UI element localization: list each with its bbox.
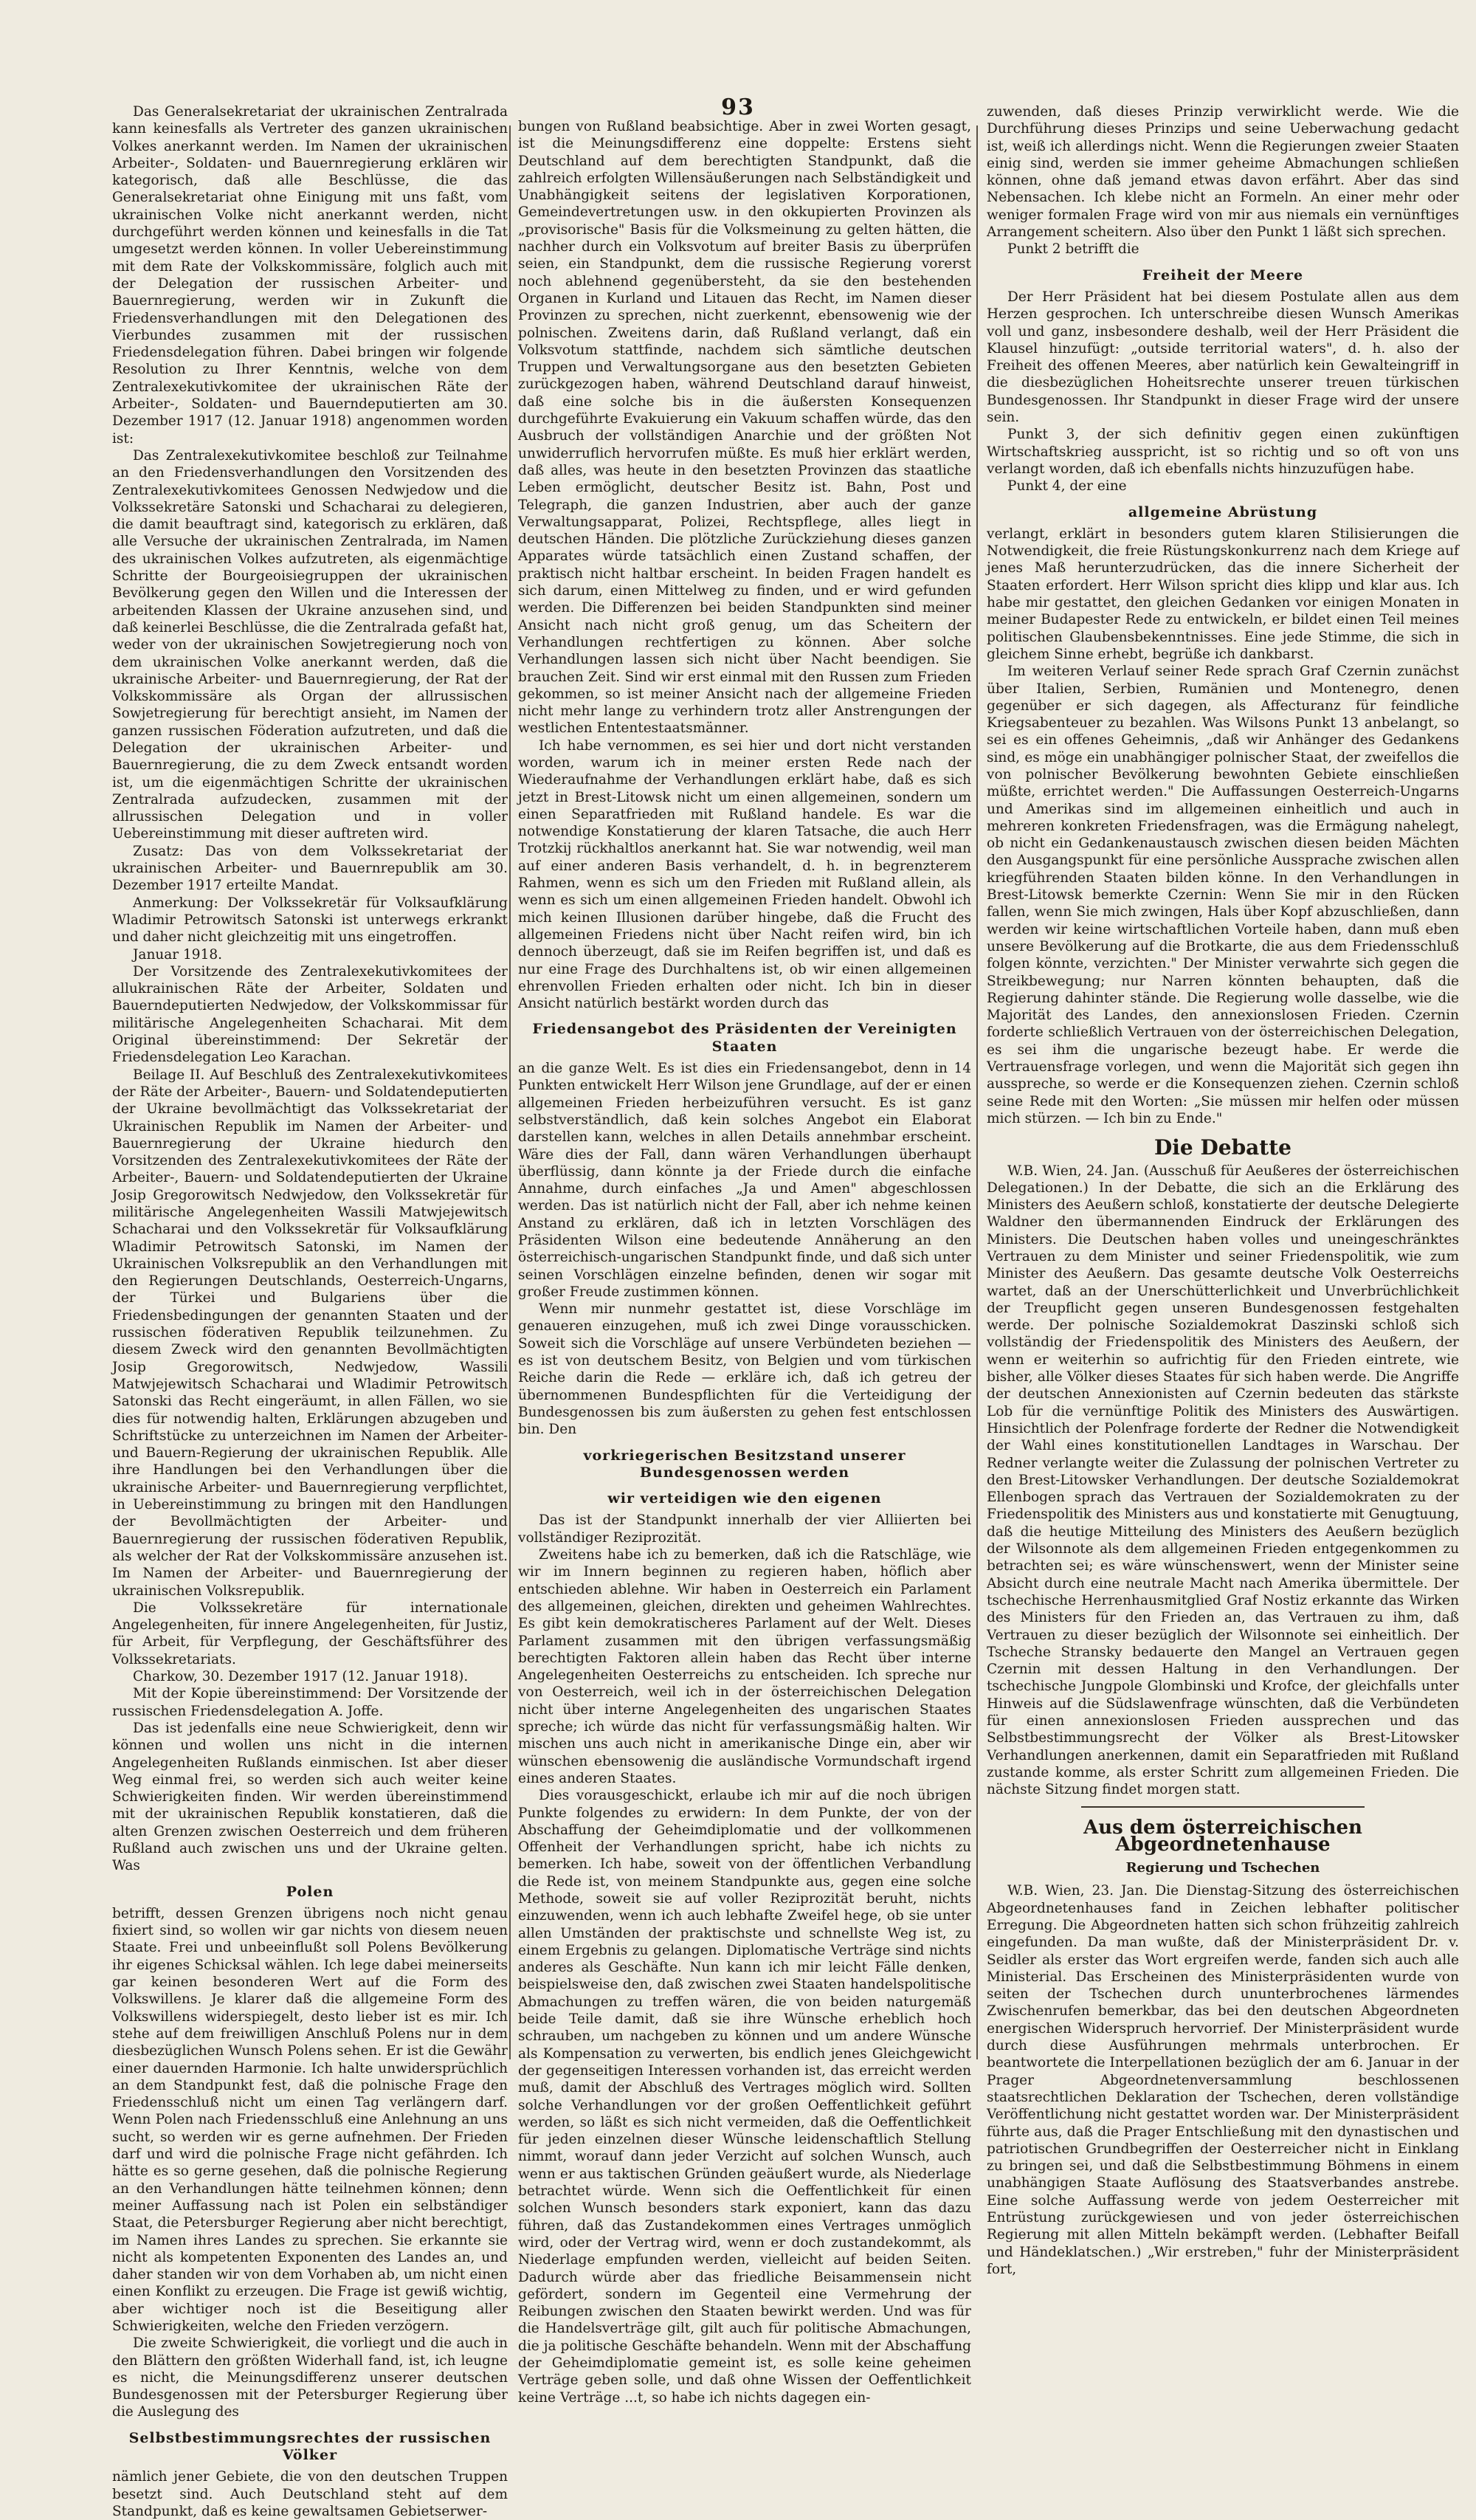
column-left [112,103,508,2520]
paragraph: Im weiteren Verlauf seiner Rede sprach Graf Czernin zunächst über Italien, Serbien, Rumänien und Montenegro, denen gegenüber er sich dagegen, als Affecturanz für feindliche Kriegsabenteuer zu bezahlen. Was Wilsons Punkt 13 anbelangt, so sei es ein offenes Geheimnis, „daß wir Anhänger des Gedankens sind, es möge ein unabhängiger polnischer Staat, der zweifellos die von polnischer Bevölkerung bewohnten Gebiete einschließen müßte, errichtet werden." Die Auffassungen Oesterreich-Ungarns und Amerikas sind im allgemeinen einheitlich und auch in mehreren konkreten Friedensfragen, was die Ermägung nahelegt, ob nicht ein Gedankenaustausch zwischen diesen beiden Mächten den Ausgangspunkt für eine persönliche Aussprache zwischen allen kriegführenden Staaten bilden könne. In den Verhandlungen in Brest-Litowsk bemerkte Czernin: Wenn Sie mir in den Rücken fallen, wenn Sie mich zwingen, Hals über Kopf abzuschließen, dann werden wir keine wirtschaftlichen Vorteile haben, dann muß eben unsere Bevölkerung auf die Brotkarte, die aus dem Friedensschluß folgen könnte, verzichten." Der Minister verwahrte sich gegen die Streikbewegung; nur Narren könnten behaupten, daß die Regierung dahinter stände. Die Regierung wolle dasselbe, wie die Majorität des Landes, den annexionslosen Frieden. Czernin forderte schließlich Vertrauen von der österreichischen Delegation, es sei ihm die ungarische bezeugt habe. Er werde die Vertrauensfrage vorlegen, und wenn die Majorität sich gegen ihn ausspreche, so werde er die Konsequenzen ziehen. Czernin schloß seine Rede mit den Worten: „Sie müssen mir helfen oder müssen mich stürzen. — Ich bin zu Ende." [987,664,1459,1126]
paragraph: verlangt, erklärt in besonders gutem klaren Stilisierungen die Notwendigkeit, die freie Rüstungskonkurrenz nach dem Kriege auf jenes Maß herunterzudrücken, das die innere Sicherheit der Staaten erfordert. Herr Wilson spricht dies klipp und klar aus. Ich habe mir gestattet, den gleichen Gedanken vor einigen Monaten in meiner Budapester Rede zu entwickeln, er bildet einen Teil meines politischen Glaubensbekenntnisses. Eine jede Stimme, die sich in gleichem Sinne erhebt, begrüße ich dankbarst. [987,526,1459,662]
paragraph: Beilage II. Auf Beschluß des Zentralexekutivkomitees der Räte der Arbeiter-, Bauern- und Soldatendeputierten der Ukraine bevollmächtigt das Volkssekretariat der Ukrainischen Republik im Namen der Arbeiter- und Bauernregierung der Ukraine hiedurch den Vorsitzenden des Zentralexekutivkomitees der Räte der Arbeiter-, Bauern- und Soldatendeputierten der Ukraine Josip Gregorowitsch Nedwjedow, den Volkssekretär für militärische Angelegenheiten Wassili Matwjejewitsch Schacharai und den Volkssekretär für Volksaufklärung Wladimir Petrowitsch Satonski, im Namen der Ukrainischen Volksrepublik an den Verhandlungen mit den Regierungen Deutschlands, Oesterreich-Ungarns, der Türkei und Bulgariens über die Friedensbedingungen der genannten Staaten und der russischen föderativen Republik teilzunehmen. Zu diesem Zweck wird den genannten Bevollmächtigten Josip Gregorowitsch, Nedwjedow, Wassili Matwjejewitsch Schacharai und Wladimir Petrowitsch Satonski das Recht eingeräumt, in allen Fällen, wo sie dies für notwendig halten, Erklärungen abzugeben und Schriftstücke zu unterzeichnen im Namen der Arbeiter- und Bauern-Regierung der ukrainischen Republik. Alle ihre Handlungen bei den Verhandlungen über die ukrainische Arbeiter- und Bauernregierung verpflichtet, in Uebereinstimmung zu bringen mit den Handlungen der Bevollmächtigten der Arbeiter- und Bauernregierung der russischen föderativen Republik, als welcher der Rat der Volkskommissäre anzusehen ist. Im Namen der Arbeiter- und Bauernregierung der ukrainischen Volksrepublik. [112,1067,508,1599]
column-right [987,103,1459,2278]
paragraph: an die ganze Welt. Es ist dies ein Friedensangebot, denn in 14 Punkten entwickelt Herr Wilson jene Grundlage, auf der er einen allgemeinen Frieden herbeizuführen versucht. Es ist ganz selbstverständlich, daß kein solches Angebot ein Elaborat darstellen kann, welches in allen Details annehmbar erscheint. Wäre dies der Fall, dann wären Verhandlungen überhaupt überflüssig, dann könnte ja der Friede durch die einfache Annahme, durch einfaches „Ja und Amen" abgeschlossen werden. Das ist natürlich nicht der Fall, aber ich nehme keinen Anstand zu erklären, daß ich in letzten Vorschlägen des Präsidenten Wilson eine bedeutende Annäherung an den österreichisch-ungarischen Standpunkt finde, und daß sich unter seinen Vorschlägen einzelne befinden, denen wir sogar mit großer Freude zustimmen können. [518,1061,971,1300]
section-heading-meere: Freiheit der Meere [1142,266,1304,283]
paragraph: Charkow, 30. Dezember 1917 (12. Januar 1918). [133,1669,469,1685]
paragraph: Dies vorausgeschickt, erlaube ich mir auf die noch übrigen Punkte folgendes zu erwidern: In dem Punkte, der von der Abschaffung der Geheimdiplomatie und der vollkommenen Offenheit der Verhandlungen spricht, habe ich nichts zu bemerken. Ich habe, soweit von der öffentlichen Verbandlung die Rede ist, von meinem Standpunkte aus, gegen eine solche Methode, soweit sie auf voller Reziprozität beruht, nichts einzuwenden, wenn ich auch lebhafte Zweifel hege, ob sie unter allen Umständen der praktischste und schnellste Weg ist, zu einem Ergebnis zu gelangen. Diplomatische Verträge sind nichts anderes als Geschäfte. Nun kann ich mir leicht Fälle denken, beispielsweise den, daß zwischen zwei Staaten handelspolitische Abmachungen zu treffen wären, die von beiden naturgemäß beide Teile damit, daß sie ihre Wünsche erheblich hoch schrauben, um nachgeben zu können und um andere Wünsche als Kompensation zu verwerten, bis endlich jenes Gleichgewicht der gegenseitigen Interessen vorhanden ist, das erreicht werden muß, damit der Abschluß des Vertrages möglich wird. Sollten solche Verhandlungen vor der großen Oeffentlichkeit geführt werden, so läßt es sich nicht vermeiden, daß die Oeffentlichkeit für jeden einzelnen dieser Wünsche leidenschaftlich Stellung nimmt, worauf dann jeder Verzicht auf solchen Wunsch, auch wenn er aus taktischen Gründen geäußert wurde, als Niederlage betrachtet würde. Wenn sich die Oeffentlichkeit für einen solchen Wunsch besonders stark exponiert, kann das dazu führen, daß das Zustandekommen eines Vertrages unmöglich wird, oder der Vertrag wird, wenn er doch zustandekommt, als Niederlage empfunden werden, vielleicht auf beiden Seiten. Dadurch würde aber das friedliche Beisammensein nicht gefördert, sondern im Gegenteil eine Vermehrung der Reibungen zwischen den Staaten bewirkt werden. Und was für die Handelsverträge gilt, gilt auch für politische Abmachungen, die ja politische Geschäfte behandeln. Wenn mit der Abschaffung der Geheimdiplomatie gemeint ist, es solle keine geheimen Verträge geben solle, und daß ohne Wissen der Oeffentlichkeit keine Verträge ...t, so habe ich nichts dagegen ein- [518,1788,971,2406]
paragraph: betrifft, dessen Grenzen übrigens noch nicht genau fixiert sind, so wollen wir gar nichts von diesem neuen Staate. Frei und unbeeinflußt soll Polens Bevölkerung ihr eigenes Schicksal wählen. Ich lege dabei meinerseits gar keinen besonderen Wert auf die Form des Volkswillens. Je klarer daß die allgemeine Form des Volkswillens widerspiegelt, desto lieber ist es mir. Ich stehe auf dem freiwilligen Anschluß Polens nur in dem diesbezüglichen Wunsch Polens sehen. Er ist die Gewähr einer dauernden Harmonie. Ich halte unwidersprüchlich an dem Standpunkt fest, daß die polnische Frage den Friedensschluß nicht um einen Tag verlängern darf. Wenn Polen nach Friedensschluß eine Anlehnung an uns sucht, so werden wir es gerne aufnehmen. Der Frieden darf und wird die polnische Frage nicht gefährden. Ich hätte es so gerne gesehen, daß die polnische Regierung an den Verhandlungen hätte teilnehmen können; denn meiner Auffassung nach ist Polen ein selbständiger Staat, die Petersburger Regierung aber nicht berechtigt, im Namen ihres Landes zu sprechen. Sie erkannte sie nicht als kompetenten Exponenten des Landes an, und daher standen wir von dem Vorhaben ab, um nicht einen einen Konflikt zu erzeugen. Die Frage ist gewiß wichtig, aber wichtiger noch ist die Beseitigung aller Schwierigkeiten, welche den Frieden verzögern. [112,1905,508,2334]
article-subheading: Regierung und Tschechen [1125,1860,1320,1876]
paragraph: zuwenden, daß dieses Prinzip verwirklicht werde. Wie die Durchführung dieses Prinzips und seine Ueberwachung gedacht ist, weiß ich allerdings nicht. Wenn die Regierungen zweier Staaten einig sind, werden sie immer geheime Abmachungen schließen können, ohne daß jemand etwas davon erfährt. Aber das sind Nebensachen. Ich klebe nicht an Formeln. An einer mehr oder weniger formalen Frage wird von mir aus niemals ein vernünftiges Arrangement scheitern. Also über den Punkt 1 läßt sich sprechen. [987,104,1459,241]
paragraph: Ich habe vernommen, es sei hier und dort nicht verstanden worden, warum ich in meiner ersten Rede nach der Wiederaufnahme der Verhandlungen erklärt habe, daß es sich jetzt in Brest-Litowsk nicht um einen allgemeinen, sondern um einen Separatfrieden mit Rußland handele. Es war die notwendige Konstatierung der klaren Tatsache, die auch Herr Trotzkij rückhaltlos anerkannt hat. Sie war notwendig, weil man auf einer anderen Basis verhandelt, d. h. in begrenzterem Rahmen, wenn es sich um den Frieden mit Rußland allein, als wenn es sich um einen allgemeinen Frieden handelt. Obwohl ich mich keinen Illusionen darüber hingebe, daß die Frucht des allgemeinen Friedens nicht über Nacht reifen wird, bin ich dennoch überzeugt, daß sie im Reifen begriffen ist, und daß es nur eine Frage des Durchhaltens ist, ob wir einen allgemeinen ehrenvollen Frieden erhalten oder nicht. Ich bin in dieser Ansicht natürlich bestärkt worden durch das [518,737,971,1012]
column-rule-right [976,125,978,2059]
page-number: 93 [721,94,755,120]
paragraph: Punkt 3, der sich definitiv gegen einen zukünftigen Wirtschaftskrieg ausspricht, ist so richtig und so oft von uns verlangt worden, daß ich ebenfalls nichts hinzuzufügen habe. [987,427,1459,477]
paragraph: Mit der Kopie übereinstimmend: Der Vorsitzende der russischen Friedensdelegation A. Joffe. [112,1686,508,1719]
paragraph: Das Generalsekretariat der ukrainischen Zentralrada kann keinesfalls als Vertreter des ganzen ukrainischen Volkes anerkannt werden. Im Namen der ukrainischen Arbeiter-, Soldaten- und Bauernregierung erklären wir kategorisch, daß alle Beschlüsse, die das Generalsekretariat ohne Einigung mit uns faßt, vom ukrainischen Volke nicht anerkannt werden, nicht durchgeführt werden können und keinesfalls in die Tat umgesetzt werden können. In voller Uebereinstimmung mit dem Rate der Volkskommissäre, folglich auch mit der Delegation der russischen Arbeiter- und Bauernregierung, werden wir in Zukunft die Friedensverhandlungen mit den Delegationen des Vierbundes zusammen mit der russischen Friedensdelegation führen. Dabei bringen wir folgende Resolution zu Ihrer Kenntnis, welche von dem Zentralexekutivkomitee der ukrainischen Räte der Arbeiter-, Soldaten- und Bauerndeputierten am 30. Dezember 1917 (12. Januar 1918) angenommen worden ist: [112,104,508,447]
paragraph: Der Vorsitzende des Zentralexekutivkomitees der allukrainischen Räte der Arbeiter, Soldaten und Bauerndeputierten Nedwjedow, der Volkskommissar für militärische Angelegenheiten Schacharai. Mit dem Original übereinstimmend: Der Sekretär der Friedensdelegation Leo Karachan. [112,963,508,1066]
paragraph: Anmerkung: Der Volkssekretär für Volksaufklärung Wladimir Petrowitsch Satonski ist unterwegs erkrankt und daher nicht gleichzeitig mit uns eingetroffen. [112,895,508,946]
paragraph: Das ist der Standpunkt innerhalb der vier Alliierten bei vollständiger Reziprozität. [518,1512,971,1546]
section-heading-selbstbestimmung: Selbstbestimmungsrechtes der russischen Völker [128,2429,492,2464]
section-heading-abruestung: allgemeine Abrüstung [1128,503,1318,520]
paragraph: bungen von Rußland beabsichtige. Aber in zwei Worten gesagt, ist die Meinungsdifferenz eine doppelte: Erstens sieht Deutschland auf dem berechtigten Standpunkt, daß die zahlreich erfolgten Willensäußerungen nach Selbständigkeit und Unabhängigkeit seitens der legislativen Korporationen, Gemeindevertretungen usw. in den okkupierten Provinzen als „provisorische" Basis für die Volksmeinung zu gelten hätten, die nachher durch ein Volksvotum auf breiter Basis zu überprüfen seien, ein Standpunkt, dem die russische Regierung vorerst noch ablehnend gegenübersteht, da sie den bestehenden Organen in Kurland und Litauen das Recht, im Namen dieser Provinzen zu sprechen, nicht zuerkennt, ebensowenig wie der polnischen. Zweitens darin, daß Rußland verlangt, daß ein Volksvotum stattfinde, nachdem sich sämtliche deutschen Truppen und Verwaltungsorgane aus den besetzten Gebieten zurückgezogen haben, während Deutschland darauf hinweist, daß eine solche bis in die äußersten Konsequenzen durchgeführte Evakuierung ein Vakuum schaffen würde, das den Ausbruch der vollständigen Anarchie und der größten Not unwiderruflich hervorrufen müßte. Es muß hier erklärt werden, daß alles, was heute in den besetzten Provinzen das staatliche Leben ermöglicht, deutscher Besitz ist. Bahn, Post und Telegraph, die ganzen Industrien, aber auch der ganze Verwaltungsapparat, Polizei, Rechtspflege, alles liegt in deutschen Händen. Die plötzliche Zurückziehung dieses ganzen Apparates würde tatsächlich einen Zustand schaffen, der praktisch nicht haltbar erscheint. In beiden Fragen handelt es sich darum, einen Mittelweg zu finden, und er wird gefunden werden. Die Differenzen bei beiden Standpunkten sind meiner Ansicht nach nicht groß genug, um das Scheitern der Verhandlungen rechtfertigen zu können. Aber solche Verhandlungen lassen sich nicht über Nacht beendigen. Sie brauchen Zeit. Sind wir erst einmal mit den Russen zum Frieden gekommen, so ist meiner Ansicht nach der allgemeine Frieden nicht mehr lange zu verhindern trotz aller Anstrengungen der westlichen Ententestaatsmänner. [518,119,971,737]
paragraph: nämlich jener Gebiete, die von den deutschen Truppen besetzt sind. Auch Deutschland steht auf dem Standpunkt, daß es keine gewaltsamen Gebietserwer- [112,2469,508,2519]
paragraph: Die Volkssekretäre für internationale Angelegenheiten, für innere Angelegenheiten, für Justiz, für Arbeit, für Verpflegung, der Geschäftsführer des Volkssekretariats. [112,1600,508,1667]
paragraph: W.B. Wien, 23. Jan. Die Dienstag-Sitzung des österreichischen Abgeordnetenhauses fand in Zeichen lebhafter politischer Erregung. Die Abgeordneten hatten sich schon frühzeitig zahlreich eingefunden. Da man wußte, daß der Ministerpräsident Dr. v. Seidler als erster das Wort ergreifen werde, fanden sich auch alle Ministerial. Das Erscheinen des Ministerpräsidenten wurde von seiten der Tschechen durch ununterbrochenes lärmendes Zwischenrufen bemerkbar, das bei den deutschen Abgeordneten energischen Widerspruch hervorrief. Der Ministerpräsident wurde durch diese Ausführungen mehrmals unterbrochen. Er beantwortete die Interpellationen bezüglich der am 6. Januar in der Prager Abgeordnetenversammlung beschlossenen staatsrechtlichen Deklaration der Tschechen, deren vollständige Veröffentlichung nicht gestattet worden war. Der Ministerpräsident führte aus, daß die Prager Entschließung mit den dynastischen und patriotischen Grundbegriffen der Oesterreicher nicht in Einklang zu bringen sei, und daß die Selbstbestimmung Böhmens in einem unabhängigen Staate Auflösung des Staatsverbandes anstrebe. Eine solche Auffassung werde von jedem Oesterreicher mit Entrüstung zurückgewiesen und von jeder österreichischen Regierung mit allen Mitteln bekämpft werden. (Lebhafter Beifall und Händeklatschen.) „Wir erstreben," fuhr der Ministerpräsident fort, [987,1883,1459,2277]
column-rule-left [509,125,511,2059]
paragraph: Die zweite Schwierigkeit, die vorliegt und die auch in den Blättern den größten Widerhall fand, ist, ich leugne es nicht, die Meinungsdifferenz unserer deutschen Bundesgenossen mit der Petersburger Regierung über die Auslegung des [112,2335,508,2420]
section-heading-besitzstand: vorkriegerischen Besitzstand unserer Bundesgenossen werden [583,1447,906,1481]
section-heading-friedensangebot: Friedensangebot des Präsidenten der Vereinigten Staaten [532,1021,957,1055]
paragraph: Zusatz: Das von dem Volkssekretariat der ukrainischen Arbeiter- und Bauernrepublik am 30. Dezember 1917 erteilte Mandat. [112,843,508,894]
paragraph: Der Herr Präsident hat bei diesem Postulate allen aus dem Herzen gesprochen. Ich unterschreibe diesen Wunsch Amerikas voll und ganz, insbesondere deshalb, weil der Herr Präsident die Klausel hinzufügt: „outside territorial waters", d. h. also der Freiheit des offenen Meeres, aber natürlich kein Gewalteingriff in die diesbezüglichen Hoheitsrechte unserer treuen türkischen Bundesgenossen. Ihr Standpunkt in dieser Frage wird der unsere sein. [987,289,1459,426]
paragraph: Januar 1918. [133,946,222,963]
section-heading-polen: Polen [286,1883,334,1900]
article-heading-abgeordnetenhaus: Aus dem österreichischen Abgeordnetenhause [1083,1816,1362,1856]
paragraph: Punkt 4, der eine [1007,478,1127,495]
paragraph: Zweitens habe ich zu bemerken, daß ich die Ratschläge, wie wir im Innern beginnen zu regieren haben, höflich aber entschieden ablehne. Wir haben in Oesterreich ein Parlament des allgemeinen, gleichen, direkten und geheimen Wahlrechtes. Es gibt kein demokratischeres Parlament auf der Welt. Dieses Parlament zusammen mit den übrigen verfassungsmäßig berechtigten Faktoren allein haben das Recht über interne Angelegenheiten Oesterreichs zu entscheiden. Ich spreche nur von Oesterreich, weil ich in der österreichischen Delegation nicht über interne Angelegenheiten des ungarischen Staates spreche; ich würde das nicht für verfassungsmäßig halten. Wir mischen uns auch nicht in amerikanische Dinge ein, aber wir wünschen ebensowenig die ausländische Vormundschaft irgend eines anderen Staates. [518,1547,971,1786]
article-heading-debatte: Die Debatte [1154,1135,1292,1160]
divider [1081,1806,1365,1808]
paragraph: Punkt 2 betrifft die [1007,241,1139,258]
column-middle [518,118,971,2406]
section-heading-verteidigen: wir verteidigen wie den eigenen [607,1490,882,1507]
paragraph: Das Zentralexekutivkomitee beschloß zur Teilnahme an den Friedensverhandlungen den Vorsitzenden des Zentralexekutivkomitees Genossen Nedwjedow und die Volkssekretäre Satonski und Schacharai zu delegieren, die damit beauftragt sind, kategorisch zu erklären, daß alle Versuche der ukrainischen Zentralrada, im Namen des ukrainischen Volkes aufzutreten, als eigenmächtige Schritte der Bourgeoisiegruppen der ukrainischen Bevölkerung gegen den Willen und die Interessen der arbeitenden Klassen der Ukraine anzusehen sind, und daß keinerlei Beschlüsse, die die Zentralrada gefaßt hat, weder von der ukrainischen Sowjetregierung noch von dem ukrainischen Volke anerkannt werden, daß die ukrainische Arbeiter- und Bauernregierung, der Rat der Volkskommissäre als Organ der allrussischen Sowjetregierung für berechtigt ansieht, im Namen der ganzen russischen Föderation aufzutreten, und daß die Delegation der ukrainischen Arbeiter- und Bauernregierung, die zu dem Zweck entsandt worden ist, um die eigenmächtigen Schritte der ukrainischen Zentralrada aufzudecken, zusammen mit der allrussischen Delegation und in voller Uebereinstimmung mit dieser auftreten wird. [112,447,508,842]
paragraph: W.B. Wien, 24. Jan. (Ausschuß für Aeußeres der österreichischen Delegationen.) In der Debatte, die sich an die Erklärung des Ministers des Aeußern schloß, konstatierte der deutsche Delegierte Waldner den übermannenden Eindruck der Erklärungen des Ministers. Die Deutschen haben volles und uneingeschränktes Vertrauen zu dem Minister und seiner Friedenspolitik, wie zum Minister des Aeußern. Das gesamte deutsche Volk Oesterreichs wartet, daß an der Unerschütterlichkeit und Unverbrüchlichkeit der Treupflicht gegen unseren Bundesgenossen festgehalten werde. Der polnische Sozialdemokrat Daszinski schloß sich vollständig der Friedenspolitik des Ministers des Aeußern, der wenn er weiterhin so aufrichtig für den Frieden eintrete, wie bisher, alle Völker dieses Staates für sich haben werde. Die Angriffe der deutschen Annexionisten auf Czernin bedeuten das stärkste Lob für die vernünftige Politik des Ministers des Auswärtigen. Hinsichtlich der Polenfrage forderte der Redner die Notwendigkeit der Wahl eines konstitutionellen Landtages in Warschau. Der Redner verlangte weiter die Zulassung der polnischen Vertreter zu den Brest-Litowsker Verhandlungen. Der deutsche Sozialdemokrat Ellenbogen sprach das Vertrauen der Sozialdemokraten zu der Friedenspolitik des Ministers aus und konstatierte mit Genugtuung, daß die heutige Mitteilung des Ministers des Aeußern bezüglich der Wilsonnote als dem allgemeinen Frieden entgegenkommen zu betrachten sei; es wäre wünschenswert, wenn der Minister seine Absicht durch eine neutrale Macht nach Amerika übermittele. Der tschechische Herrenhausmitglied Graf Nostiz erkannte das Wirken des Ministers für den Frieden an, das Vertrauen zu ihm, daß Vertrauen zu dieser bezüglich der Wilsonnote sei einheitlich. Der Tscheche Stransky bedauerte den Mangel an Vertrauen gegen Czernin mit dessen Haltung in den Verhandlungen. Der tschechische Jungpole Glombinski und Krofce, der gleichfalls unter Hinweis auf die Südslawenfrage wünschten, daß die Verbündeten für einen annexionslosen Frieden aussprechen und das Selbstbestimmungsrecht der Völker als Brest-Litowsker Verhandlungen anerkennen, damit ein Separatfrieden mit Rußland zustande komme, als erster Schritt zum allgemeinen Frieden. Die nächste Sitzung findet morgen statt. [987,1163,1459,1798]
paragraph: Wenn mir nunmehr gestattet ist, diese Vorschläge im genaueren einzugehen, muß ich zwei Dinge vorausschicken. Soweit sich die Vorschläge auf unsere Verbündeten beziehen — es ist von deutschem Besitz, von Belgien und vom türkischen Reiche darin die Rede — erkläre ich, daß ich getreu der übernommenen Bundespflichten für die Verteidigung der Bundesgenossen bis zum äußersten zu gehen fest entschlossen bin. Den [518,1301,971,1438]
paragraph: Das ist jedenfalls eine neue Schwierigkeit, denn wir können und wollen uns nicht in die internen Angelegenheiten Rußlands einmischen. Ist aber dieser Weg einmal frei, so werden sich auch weiter keine Schwierigkeiten finden. Wir werden übereinstimmend mit der ukrainischen Republik konstatieren, daß die alten Grenzen zwischen Oesterreich und dem früheren Rußland auch zwischen uns und der Ukraine gelten. Was [112,1720,508,1874]
